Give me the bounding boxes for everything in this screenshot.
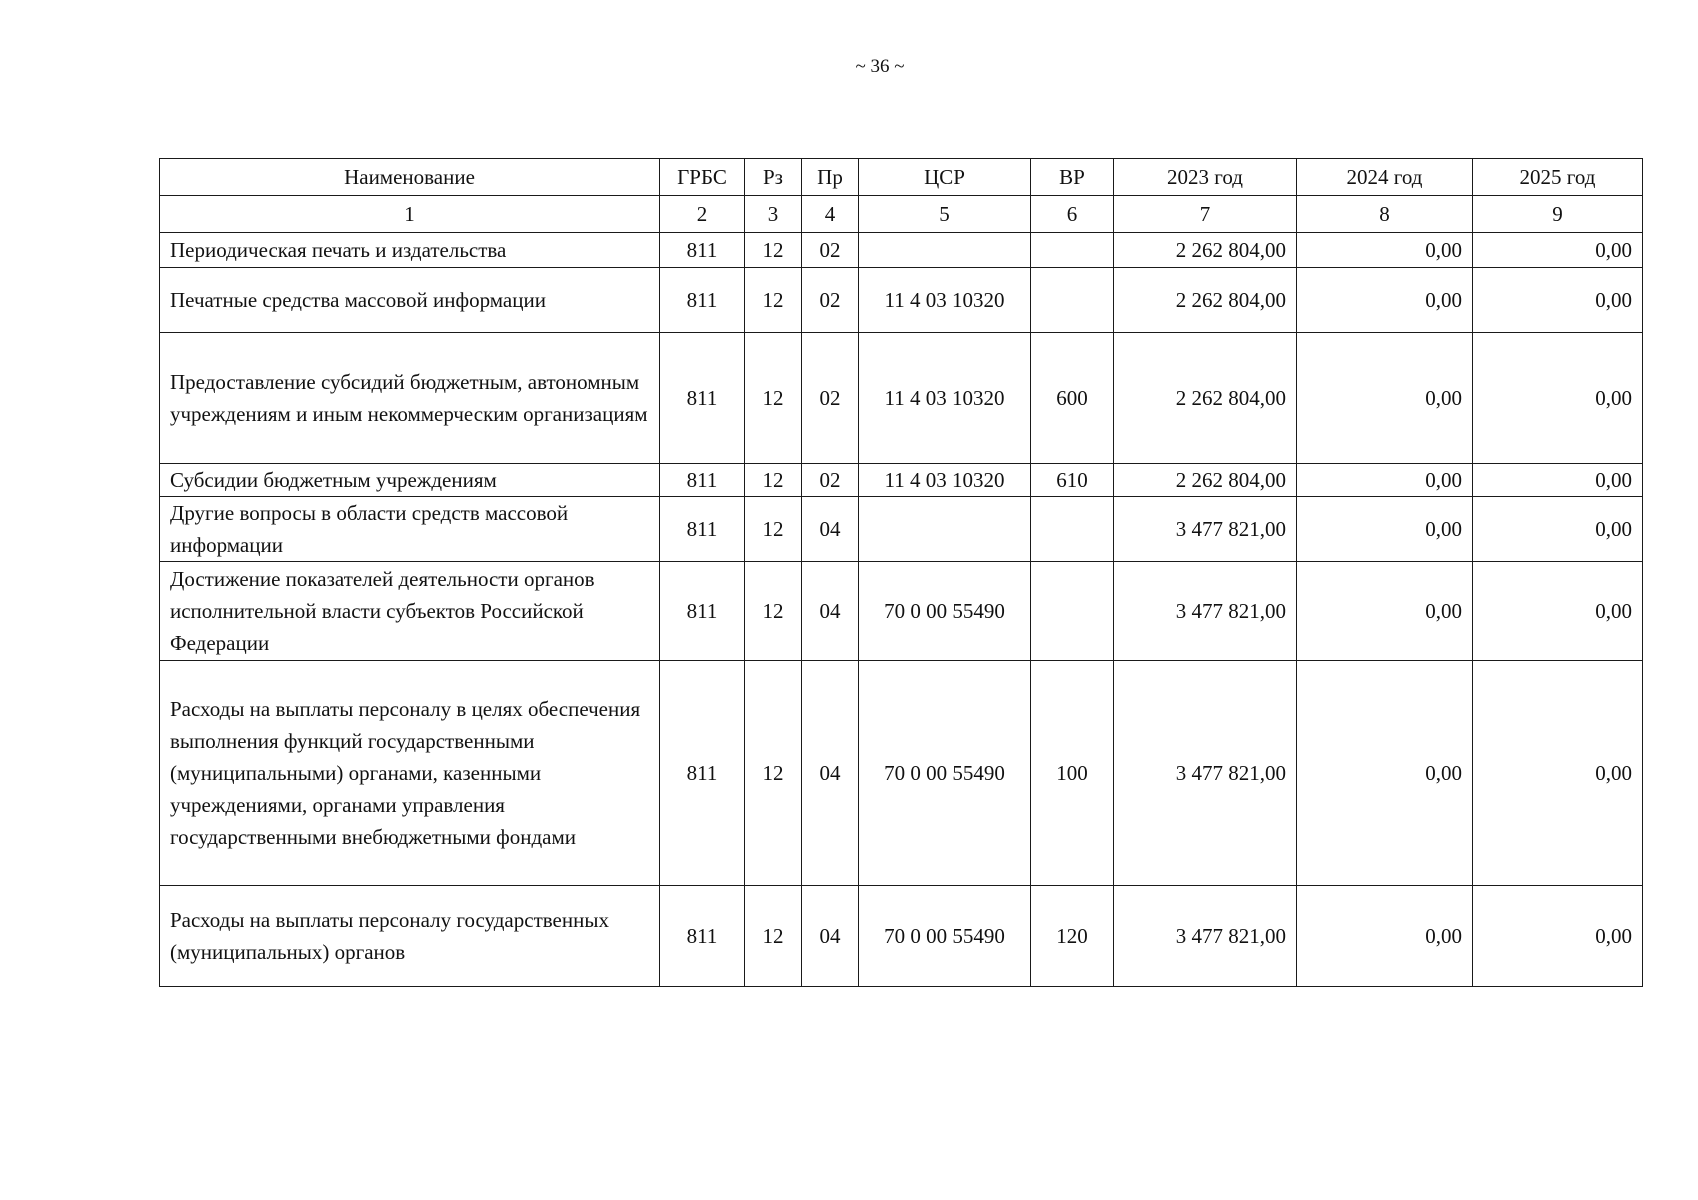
cell-vr: [1031, 233, 1114, 268]
header-rz: Рз: [745, 159, 802, 196]
column-number: 9: [1473, 196, 1643, 233]
cell-2023: 3 477 821,00: [1114, 562, 1297, 661]
cell-grbs: 811: [660, 233, 745, 268]
cell-vr: [1031, 562, 1114, 661]
cell-csr: 70 0 00 55490: [859, 886, 1031, 987]
cell-2023: 3 477 821,00: [1114, 661, 1297, 886]
header-vr: ВР: [1031, 159, 1114, 196]
table-row: [160, 333, 1643, 464]
cell-2023: 2 262 804,00: [1114, 333, 1297, 464]
cell-grbs: 811: [660, 886, 745, 987]
cell-vr: 100: [1031, 661, 1114, 886]
cell-pr: 02: [802, 464, 859, 497]
column-number: 3: [745, 196, 802, 233]
cell-csr: 70 0 00 55490: [859, 562, 1031, 661]
column-numbers-row: [160, 196, 1643, 233]
cell-rz: 12: [745, 233, 802, 268]
cell-pr: 02: [802, 268, 859, 333]
cell-2025: 0,00: [1473, 268, 1643, 333]
cell-csr: 11 4 03 10320: [859, 268, 1031, 333]
column-number: 5: [859, 196, 1031, 233]
table-row: [160, 886, 1643, 987]
header-csr: ЦСР: [859, 159, 1031, 196]
cell-vr: [1031, 497, 1114, 562]
header-2024: 2024 год: [1297, 159, 1473, 196]
page-number: ~ 36 ~: [855, 56, 905, 77]
column-number: 7: [1114, 196, 1297, 233]
cell-2025: 0,00: [1473, 886, 1643, 987]
cell-2025: 0,00: [1473, 233, 1643, 268]
cell-csr: [859, 497, 1031, 562]
cell-csr: 11 4 03 10320: [859, 464, 1031, 497]
table-row: [160, 233, 1643, 268]
budget-table: [159, 158, 1643, 987]
cell-2024: 0,00: [1297, 886, 1473, 987]
header-grbs: ГРБС: [660, 159, 745, 196]
column-number: 8: [1297, 196, 1473, 233]
header-2023: 2023 год: [1114, 159, 1297, 196]
cell-pr: 02: [802, 333, 859, 464]
cell-rz: 12: [745, 268, 802, 333]
header-2025: 2025 год: [1473, 159, 1643, 196]
cell-name: Периодическая печать и издательства: [160, 233, 660, 268]
cell-vr: [1031, 268, 1114, 333]
cell-pr: 04: [802, 886, 859, 987]
cell-rz: 12: [745, 333, 802, 464]
cell-grbs: 811: [660, 661, 745, 886]
cell-csr: [859, 233, 1031, 268]
cell-2023: 3 477 821,00: [1114, 886, 1297, 987]
cell-2025: 0,00: [1473, 562, 1643, 661]
cell-grbs: 811: [660, 268, 745, 333]
cell-2024: 0,00: [1297, 464, 1473, 497]
column-number: 2: [660, 196, 745, 233]
cell-2025: 0,00: [1473, 661, 1643, 886]
cell-2023: 2 262 804,00: [1114, 233, 1297, 268]
table-row: [160, 268, 1643, 333]
cell-pr: 04: [802, 562, 859, 661]
cell-rz: 12: [745, 562, 802, 661]
cell-2025: 0,00: [1473, 497, 1643, 562]
cell-grbs: 811: [660, 333, 745, 464]
cell-2025: 0,00: [1473, 333, 1643, 464]
cell-name: Печатные средства массовой информации: [160, 268, 660, 333]
cell-name: Расходы на выплаты персоналу в целях обеспечения выполнения функций государственными (муниципальными) органами, казенными учреждениями, органами управления государственными внебюджетными фондами: [160, 661, 660, 886]
cell-rz: 12: [745, 464, 802, 497]
cell-vr: 610: [1031, 464, 1114, 497]
cell-2024: 0,00: [1297, 562, 1473, 661]
cell-name: Другие вопросы в области средств массовой информации: [160, 497, 660, 562]
column-number: 6: [1031, 196, 1114, 233]
cell-csr: 70 0 00 55490: [859, 661, 1031, 886]
cell-2024: 0,00: [1297, 497, 1473, 562]
table-row: [160, 497, 1643, 562]
cell-vr: 600: [1031, 333, 1114, 464]
cell-2024: 0,00: [1297, 268, 1473, 333]
cell-rz: 12: [745, 661, 802, 886]
cell-name: Расходы на выплаты персоналу государственных (муниципальных) органов: [160, 886, 660, 987]
cell-rz: 12: [745, 886, 802, 987]
cell-2023: 3 477 821,00: [1114, 497, 1297, 562]
header-pr: Пр: [802, 159, 859, 196]
cell-grbs: 811: [660, 497, 745, 562]
cell-2024: 0,00: [1297, 333, 1473, 464]
cell-vr: 120: [1031, 886, 1114, 987]
cell-pr: 02: [802, 233, 859, 268]
table-row: [160, 562, 1643, 661]
cell-2024: 0,00: [1297, 661, 1473, 886]
table-row: [160, 661, 1643, 886]
cell-grbs: 811: [660, 562, 745, 661]
table-row: [160, 464, 1643, 497]
cell-2023: 2 262 804,00: [1114, 268, 1297, 333]
cell-2025: 0,00: [1473, 464, 1643, 497]
cell-rz: 12: [745, 497, 802, 562]
header-row: [160, 159, 1643, 196]
cell-grbs: 811: [660, 464, 745, 497]
cell-pr: 04: [802, 497, 859, 562]
column-number: 1: [160, 196, 660, 233]
column-number: 4: [802, 196, 859, 233]
header-name: Наименование: [160, 159, 660, 196]
cell-name: Предоставление субсидий бюджетным, автономным учреждениям и иным некоммерческим организациям: [160, 333, 660, 464]
cell-2023: 2 262 804,00: [1114, 464, 1297, 497]
cell-pr: 04: [802, 661, 859, 886]
cell-name: Субсидии бюджетным учреждениям: [160, 464, 660, 497]
cell-name: Достижение показателей деятельности органов исполнительной власти субъектов Российской Федерации: [160, 562, 660, 661]
cell-2024: 0,00: [1297, 233, 1473, 268]
cell-csr: 11 4 03 10320: [859, 333, 1031, 464]
